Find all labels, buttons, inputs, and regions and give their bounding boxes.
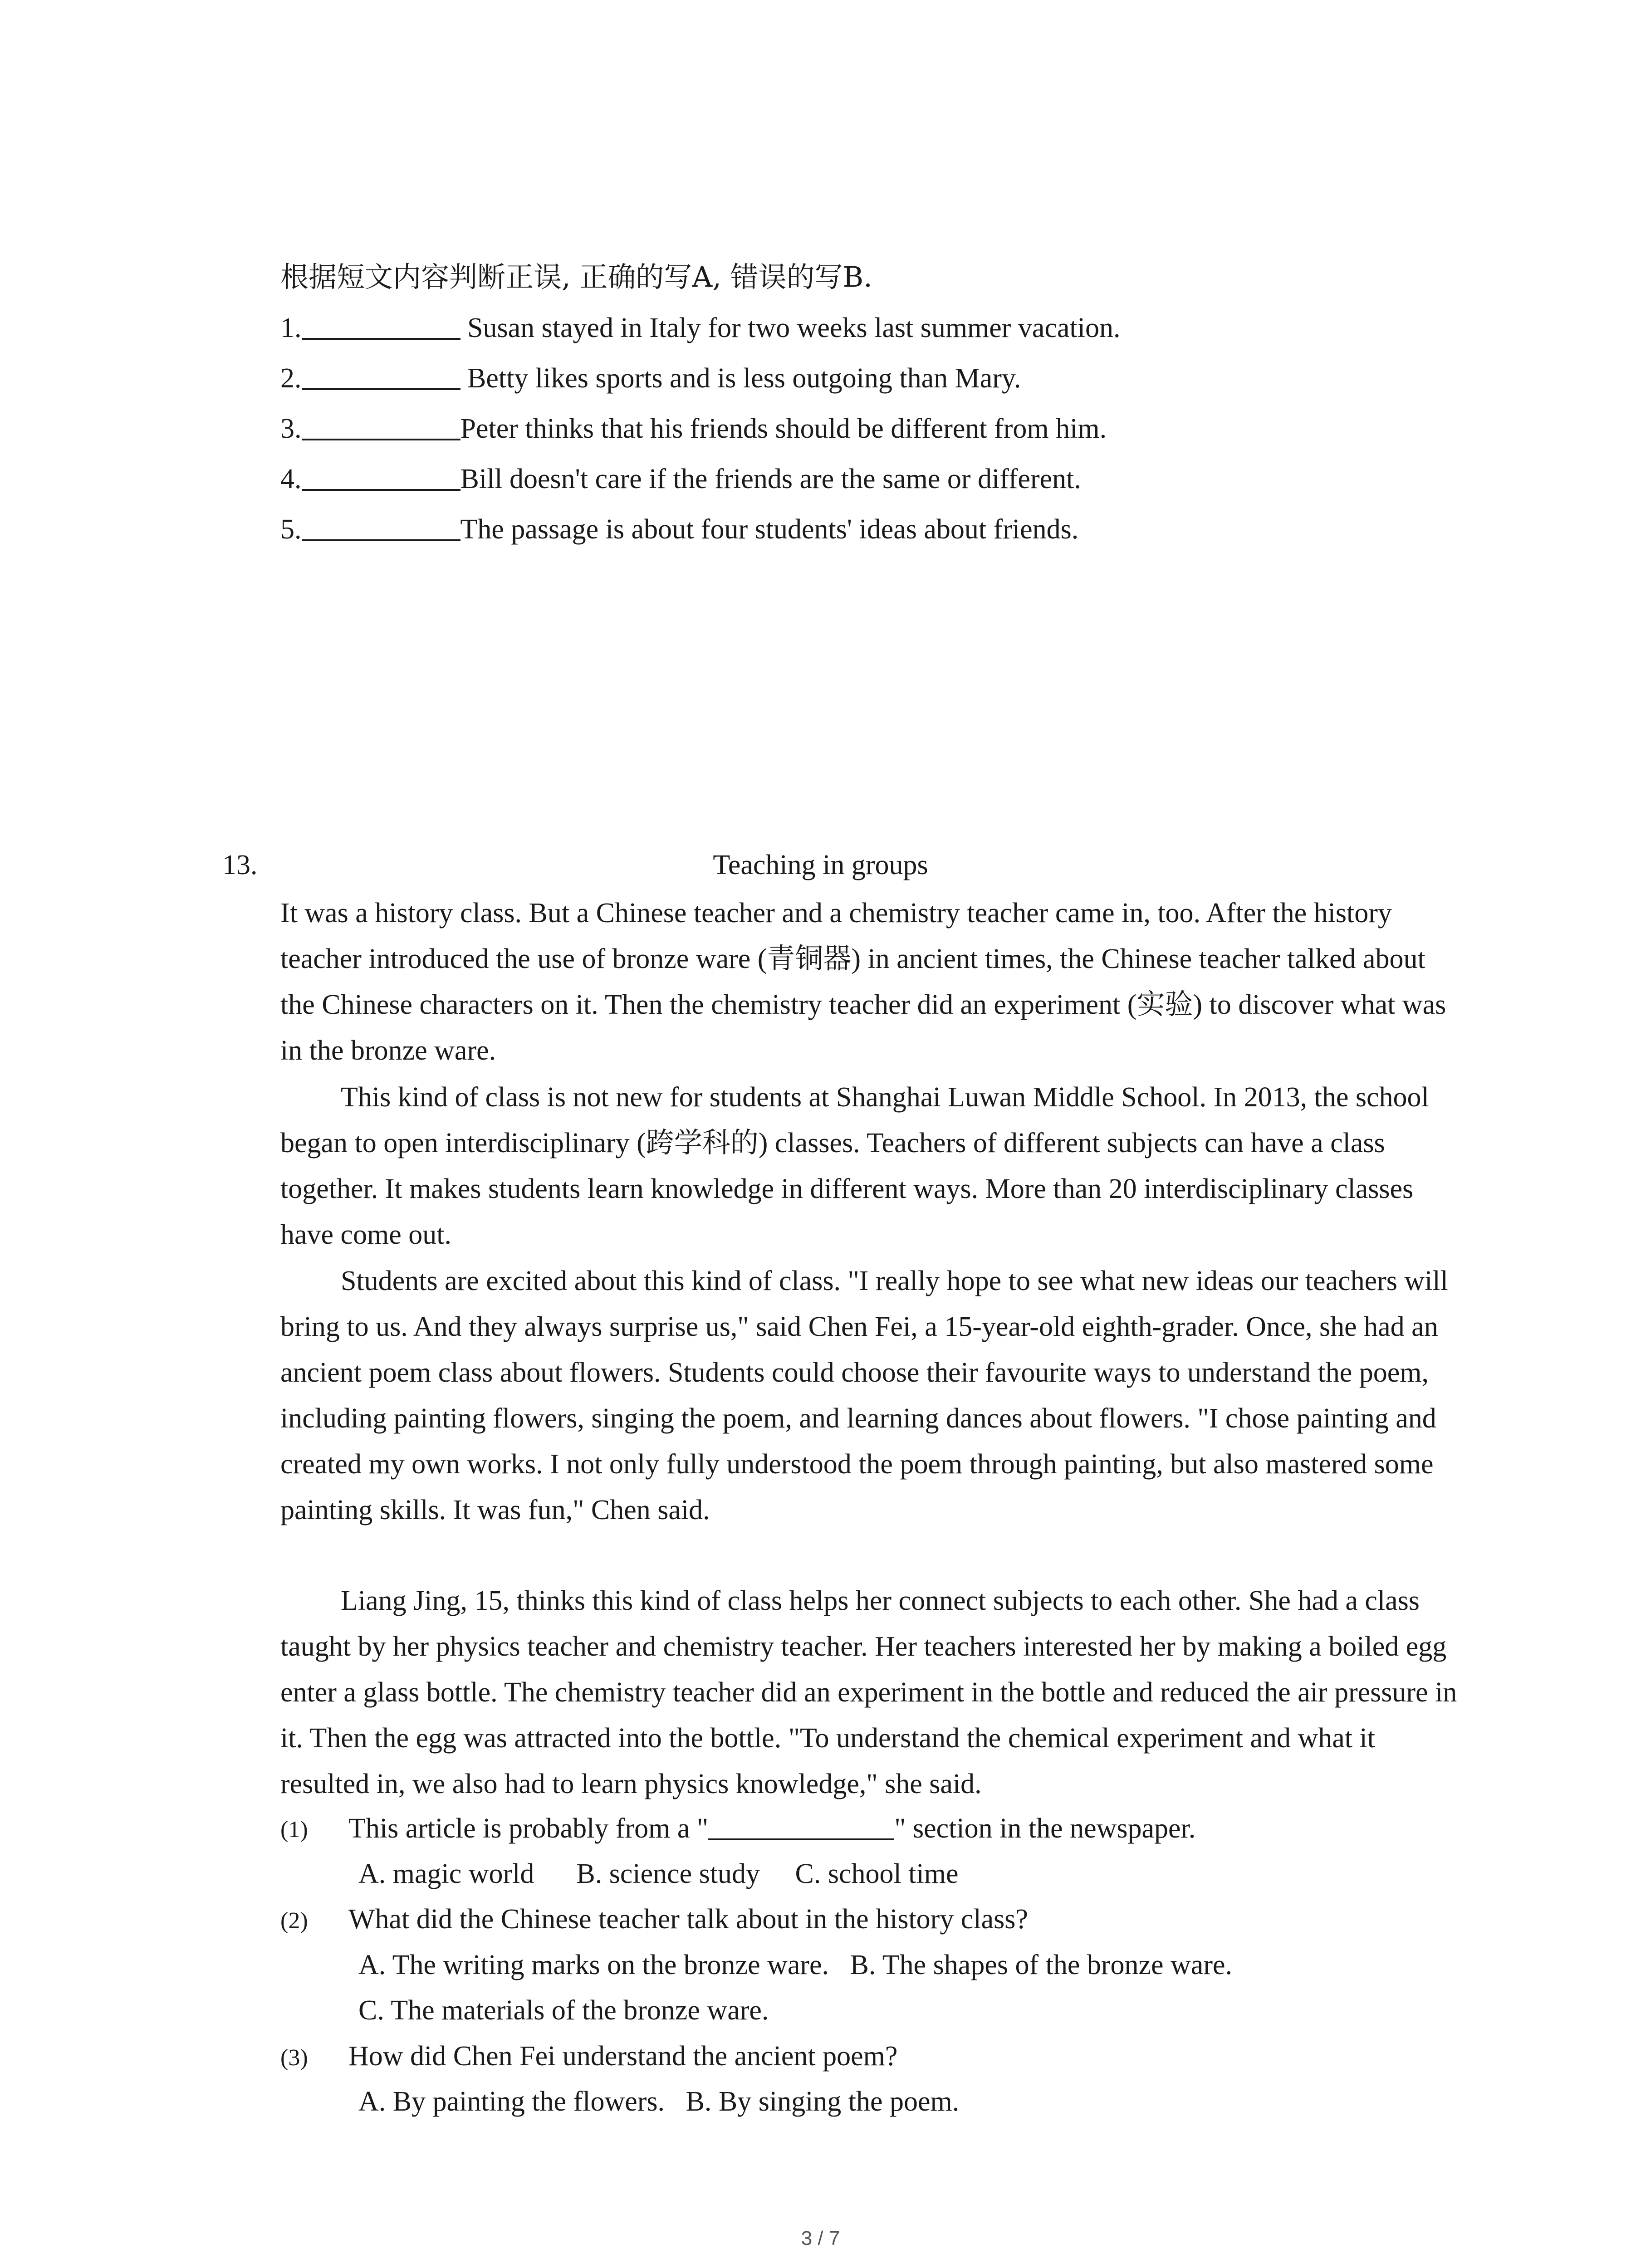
passage-paragraph-3: Students are excited about this kind of class. "I really hope to see what new ideas our teachers will bring to us. And they always surprise us," said Chen Fei, a 15-year-old eighth-grader. Once, she had an ancient poem class about flowers. Students could choose their favourite ways to understand the poem, including painting flowers, singing the poem, and learning dances about flowers. "I chose painting and created my own works. I not only fully understood the poem through painting, but also mastered some painting skills. It was fun," Chen said.: [280, 1266, 1448, 1525]
tf-item-text: Susan stayed in Italy for two weeks last summer vacation.: [460, 313, 1121, 343]
answer-blank[interactable]: [302, 313, 460, 340]
tf-item-text: Peter thinks that his friends should be different from him.: [460, 413, 1107, 444]
answer-blank[interactable]: [302, 364, 460, 390]
sub-question-number: (3): [280, 2045, 308, 2071]
answer-blank[interactable]: [708, 1814, 894, 1840]
sub-question-3: [280, 2042, 308, 2070]
passage-title: Teaching in groups: [713, 850, 928, 880]
tf-item-number: 4.: [280, 464, 302, 494]
sub-question-number: (2): [280, 1908, 308, 1934]
tf-item-1: [280, 313, 1120, 342]
tf-item-5: [280, 515, 1078, 543]
question-number: 13.: [222, 850, 258, 880]
sub-question-1-stem: [348, 1814, 1195, 1843]
tf-item-4: [280, 464, 1081, 493]
tf-item-number: 1.: [280, 313, 302, 343]
sub-question-number: (1): [280, 1817, 308, 1843]
passage-paragraph-1: It was a history class. But a Chinese teacher and a chemistry teacher came in, too. After the history teacher introduced the use of bronze ware (青铜器) in ancient times, the Chinese teacher talked about the Chinese characters on it. Then the chemistry teacher did an experiment (实验) to discover what was in the bronze ware.: [280, 898, 1446, 1066]
tf-item-text: Bill doesn't care if the friends are the same or different.: [460, 464, 1081, 494]
sub-question-1-options: A. magic world B. science study C. school time: [358, 1858, 959, 1889]
answer-blank[interactable]: [302, 414, 460, 440]
tf-item-number: 3.: [280, 413, 302, 444]
sub-question-1: [280, 1814, 308, 1842]
answer-blank[interactable]: [302, 515, 460, 541]
instruction-text: 根据短文内容判断正误, 正确的写A, 错误的写B.: [280, 260, 872, 293]
tf-item-number: 5.: [280, 514, 302, 545]
stem-text: " section in the newspaper.: [894, 1813, 1196, 1844]
sub-question-3-stem: How did Chen Fei understand the ancient poem?: [348, 2041, 898, 2072]
sub-question-2-options-line-2: C. The materials of the bronze ware.: [358, 1995, 769, 2026]
tf-item-3: [280, 414, 1107, 443]
stem-text: This article is probably from a ": [348, 1813, 709, 1844]
page-number: 3 / 7: [801, 2227, 840, 2249]
tf-item-text: The passage is about four students' ideas about friends.: [460, 514, 1079, 545]
tf-item-text: Betty likes sports and is less outgoing than Mary.: [460, 363, 1021, 394]
tf-item-number: 2.: [280, 363, 302, 394]
sub-question-2: [280, 1905, 308, 1933]
sub-question-3-options: A. By painting the flowers. B. By singing the poem.: [358, 2086, 960, 2117]
tf-item-2: [280, 364, 1021, 392]
answer-blank[interactable]: [302, 464, 460, 491]
passage-paragraph-4: Liang Jing, 15, thinks this kind of class helps her connect subjects to each other. She had a class taught by her physics teacher and chemistry teacher. Her teachers interested her by making a boiled egg enter a glass bottle. The chemistry teacher did an experiment in the bottle and reduced the air pressure in it. Then the egg was attracted into the bottle. "To understand the chemical experiment and what it resulted in, we also had to learn physics knowledge," she said.: [280, 1585, 1457, 1799]
sub-question-2-stem: What did the Chinese teacher talk about in the history class?: [348, 1904, 1028, 1935]
sub-question-2-options-line-1: A. The writing marks on the bronze ware. B. The shapes of the bronze ware.: [358, 1950, 1232, 1980]
passage-paragraph-2: This kind of class is not new for students at Shanghai Luwan Middle School. In 2013, the school began to open interdisciplinary (跨学科的) classes. Teachers of different subjects can have a class together. It makes students learn knowledge in different ways. More than 20 interdisciplinary classes have come out.: [280, 1082, 1429, 1250]
